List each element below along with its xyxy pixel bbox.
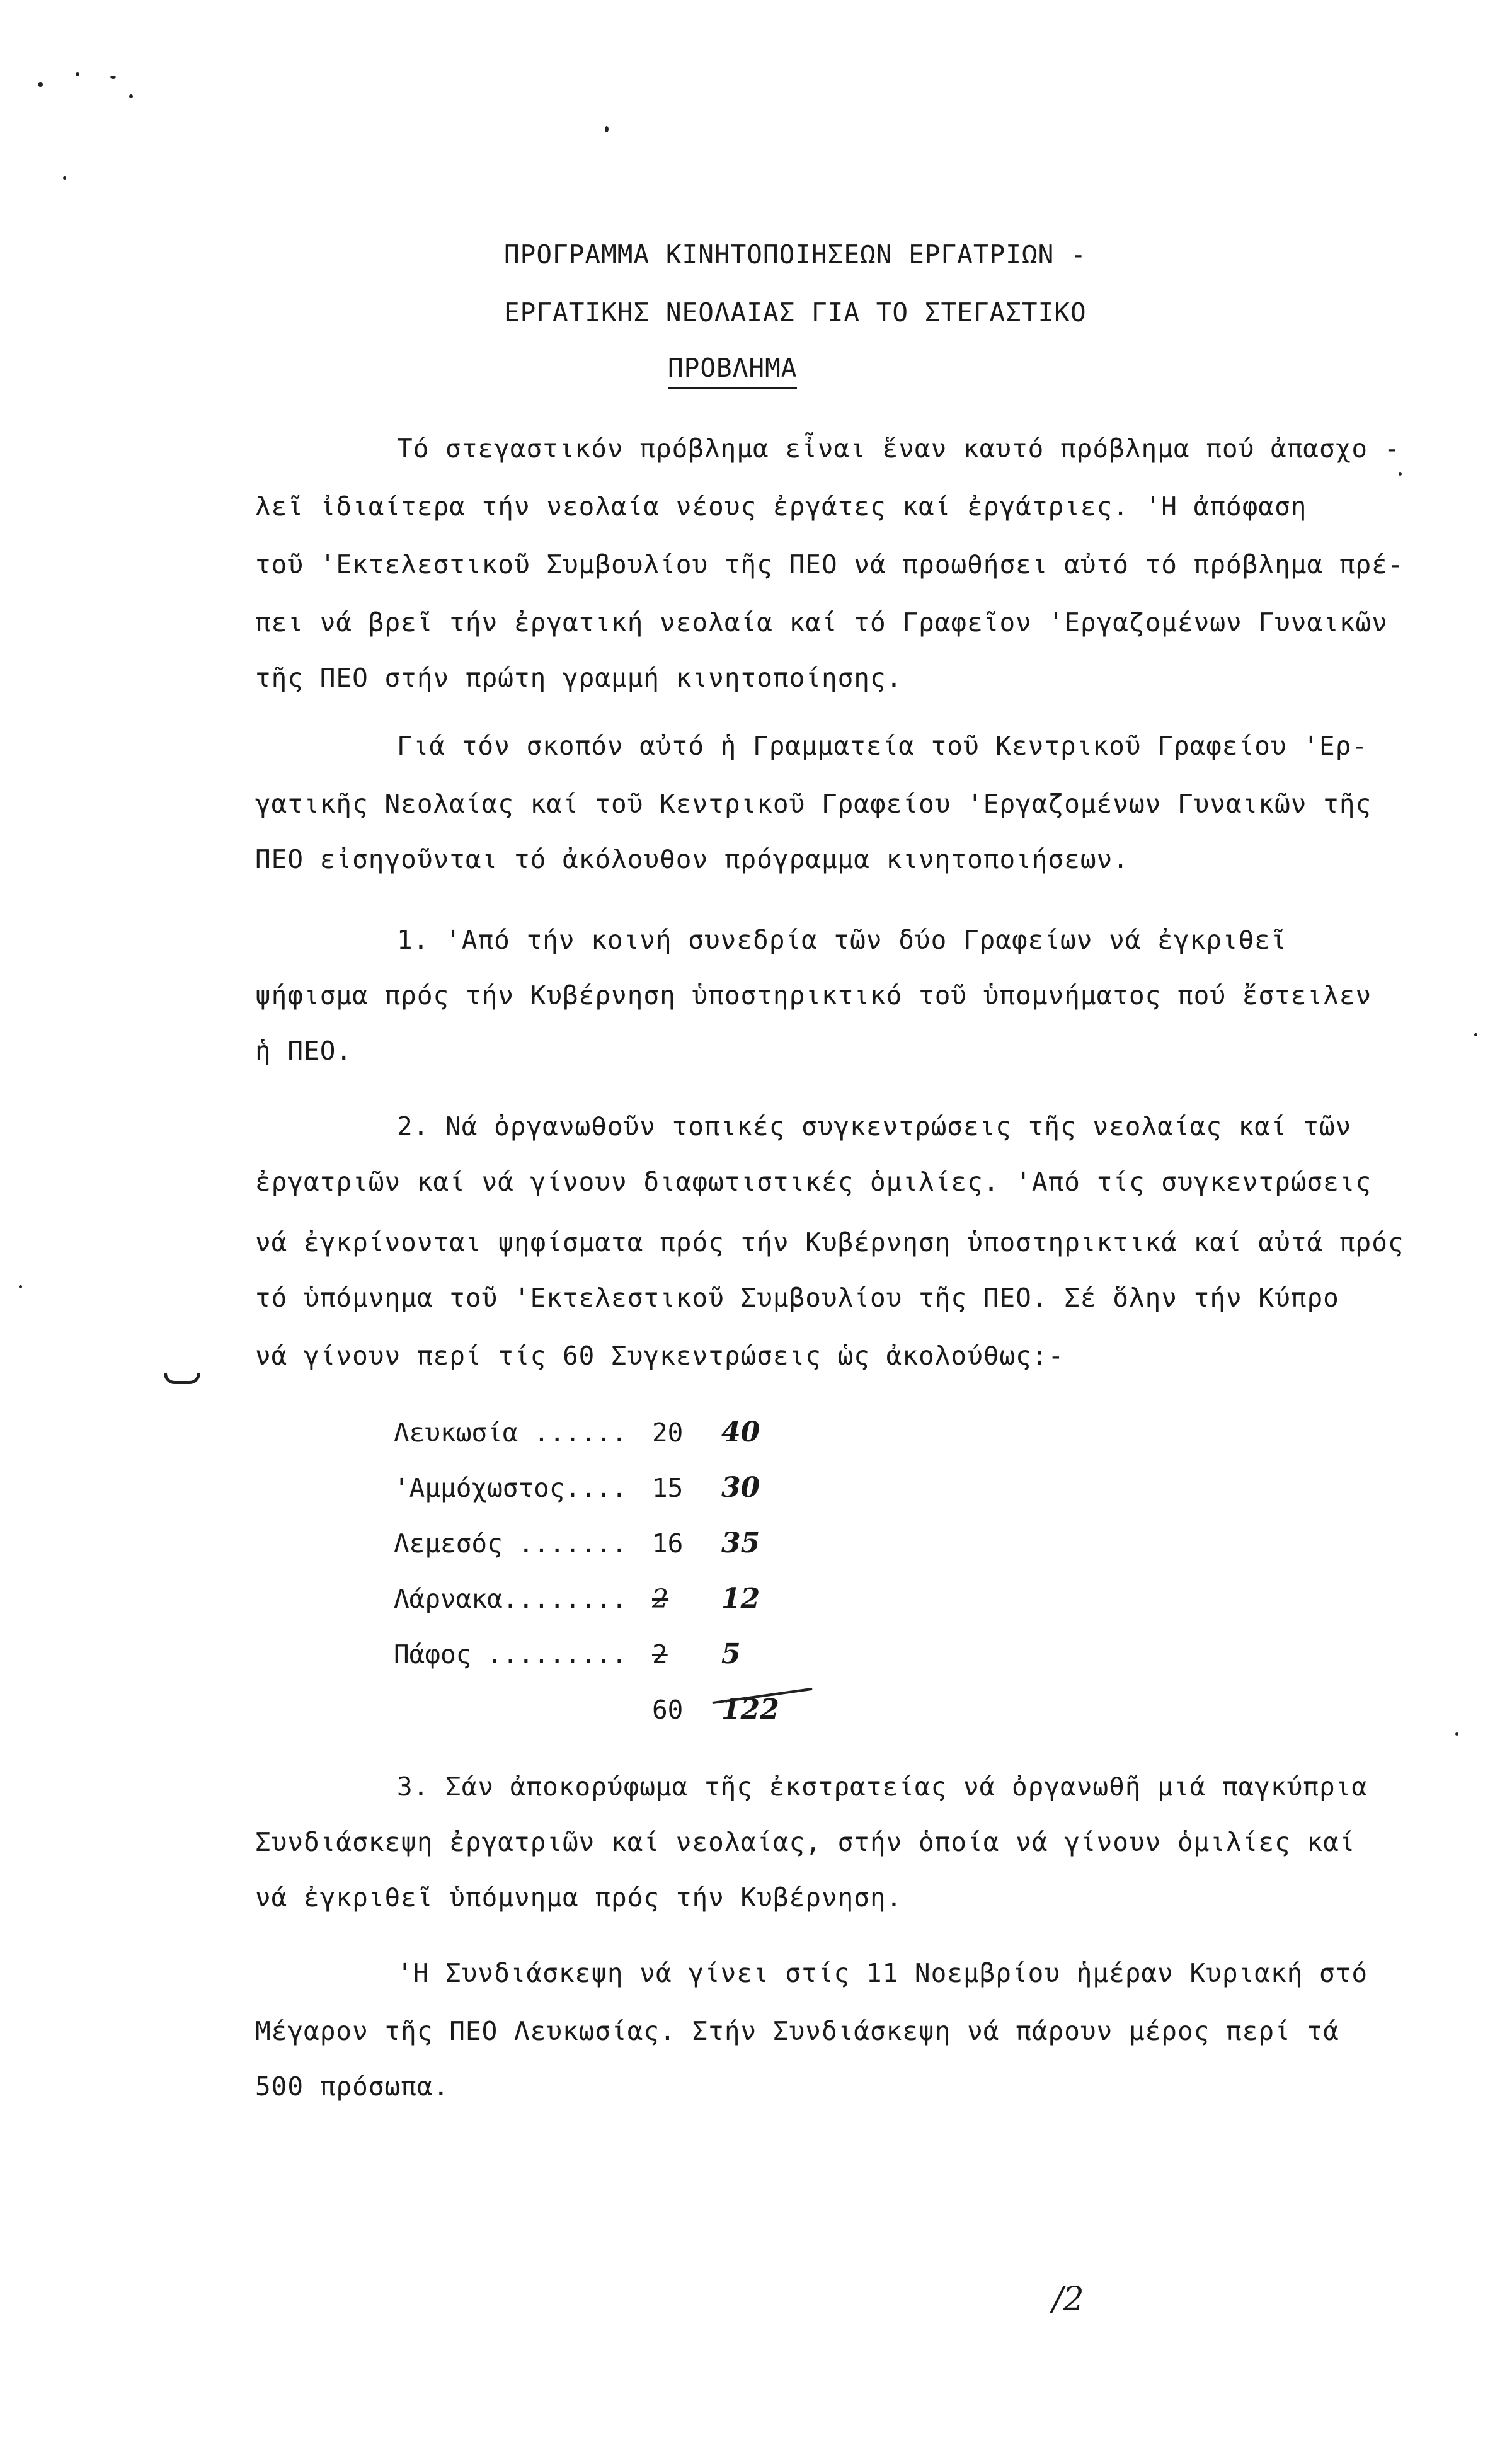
district-typed-count: 16: [652, 1528, 684, 1559]
p6-line-2: Μέγαρον τῆς ΠΕΟ Λευκωσίας. Στήν Συνδιάσκεψη νά πάρουν μέρος περί τά: [255, 2016, 1339, 2046]
district-handwritten-count: 30: [721, 1472, 760, 1504]
scan-speck: [76, 72, 79, 76]
district-row: [394, 1416, 760, 1448]
scan-speck: [110, 76, 116, 79]
district-typed-count: 2: [652, 1584, 669, 1614]
p5-line-1: 3. Σάν ἀποκορύφωμα τῆς ἐκστρατείας νά ὀργανωθῆ μιά παγκύπρια: [397, 1772, 1368, 1802]
totals-row: [394, 1693, 779, 1726]
p1-line-4: πει νά βρεῖ τήν ἐργατική νεολαία καί τό Γραφεῖον 'Εργαζομένων Γυναικῶν: [255, 607, 1388, 638]
district-typed-count: 2: [652, 1639, 668, 1669]
scan-mark: [164, 1373, 200, 1384]
scan-speck: [605, 126, 609, 132]
district-typed-count: 15: [652, 1473, 684, 1503]
district-handwritten-count: 12: [721, 1583, 760, 1615]
p4-line-5: νά γίνουν περί τίς 60 Συγκεντρώσεις ὡς ἀκολούθως:-: [255, 1341, 1065, 1371]
total-handwritten: 122: [721, 1693, 779, 1726]
district-handwritten-count: 35: [721, 1527, 760, 1559]
p4-line-4: τό ὑπόμνημα τοῦ 'Εκτελεστικοῦ Συμβουλίου τῆς ΠΕΟ. Σέ ὅλην τήν Κύπρο: [255, 1283, 1339, 1313]
district-name: Πάφος .........: [394, 1639, 627, 1669]
p2-line-3: ΠΕΟ εἰσηγοῦνται τό ἀκόλουθον πρόγραμμα κινητοποιήσεων.: [255, 844, 1129, 874]
scan-speck: [63, 176, 66, 180]
p4-line-2: ἐργατριῶν καί νά γίνουν διαφωτιστικές ὁμιλίες. 'Από τίς συγκεντρώσεις: [255, 1167, 1372, 1197]
scan-speck: [19, 1285, 22, 1288]
p1-line-3: τοῦ 'Εκτελεστικοῦ Συμβουλίου τῆς ΠΕΟ νά προωθήσει αὐτό τό πρόβλημα πρέ-: [255, 549, 1404, 580]
p2-line-1: Γιά τόν σκοπόν αὐτό ἡ Γραμματεία τοῦ Κεντρικοῦ Γραφείου 'Ερ-: [397, 731, 1368, 761]
p4-line-1: 2. Νά ὀργανωθοῦν τοπικές συγκεντρώσεις τῆς νεολαίας καί τῶν: [397, 1111, 1352, 1142]
p2-line-2: γατικῆς Νεολαίας καί τοῦ Κεντρικοῦ Γραφείου 'Εργαζομένων Γυναικῶν τῆς: [255, 789, 1372, 819]
p3-line-2: ψήφισμα πρός τήν Κυβέρνηση ὑποστηρικτικό τοῦ ὑπομνήματος πού ἔστειλεν: [255, 980, 1372, 1011]
scan-speck: [129, 94, 133, 98]
p5-line-3: νά ἐγκριθεῖ ὑπόμνημα πρός τήν Κυβέρνηση.: [255, 1882, 903, 1913]
p1-line-2: λεῖ ἰδιαίτερα τήν νεολαία νέους ἐργάτες καί ἐργάτριες. 'Η ἀπόφαση: [255, 491, 1307, 522]
scan-speck: [38, 82, 43, 87]
p5-line-2: Συνδιάσκεψη ἐργατριῶν καί νεολαίας, στήν ὁποία νά γίνουν ὁμιλίες καί: [255, 1827, 1356, 1857]
district-handwritten-count: 5: [721, 1638, 741, 1670]
scan-speck: [1474, 1033, 1477, 1036]
district-typed-count: 20: [652, 1417, 684, 1448]
p6-line-3: 500 πρόσωπα.: [255, 2071, 450, 2102]
page-number: /2: [1052, 2281, 1084, 2318]
district-row: [394, 1527, 760, 1559]
district-name: 'Αμμόχωστος....: [394, 1473, 627, 1503]
scan-speck: [1455, 1732, 1458, 1736]
district-handwritten-count: 40: [721, 1416, 760, 1448]
p3-line-1: 1. 'Από τήν κοινή συνεδρία τῶν δύο Γραφείων νά ἐγκριθεῖ: [397, 925, 1287, 955]
title-line-1: ΠΡΟΓΡΑΜΜΑ ΚΙΝΗΤΟΠΟΙΗΣΕΩΝ ΕΡΓΑΤΡΙΩΝ -: [504, 239, 1087, 270]
total-typed: 60: [652, 1695, 684, 1725]
district-row: [394, 1638, 741, 1670]
scan-speck: [1399, 472, 1402, 476]
district-name: Λάρνακα........: [394, 1584, 627, 1614]
district-row: [394, 1472, 760, 1504]
district-row: [394, 1583, 760, 1615]
district-name: Λευκωσία ......: [394, 1417, 627, 1448]
p1-line-1: Τό στεγαστικόν πρόβλημα εἶναι ἕναν καυτό πρόβλημα πού ἀπασχο -: [397, 433, 1400, 464]
p6-line-1: 'Η Συνδιάσκεψη νά γίνει στίς 11 Νοεμβρίου ἡμέραν Κυριακή στό: [397, 1958, 1368, 1988]
district-name: Λεμεσός .......: [394, 1528, 627, 1559]
title-line-3-wrap: [668, 353, 797, 383]
p1-line-5: τῆς ΠΕΟ στήν πρώτη γραμμή κινητοποίησης.: [255, 663, 903, 693]
title-line-2: ΕΡΓΑΤΙΚΗΣ ΝΕΟΛΑΙΑΣ ΓΙΑ ΤΟ ΣΤΕΓΑΣΤΙΚΟ: [504, 297, 1087, 328]
title-line-3: ΠΡΟΒΛΗΜΑ: [668, 353, 797, 389]
p3-line-3: ἡ ΠΕΟ.: [255, 1036, 353, 1066]
p4-line-3: νά ἐγκρίνονται ψηφίσματα πρός τήν Κυβέρνηση ὑποστηρικτικά καί αὐτά πρός: [255, 1227, 1404, 1257]
